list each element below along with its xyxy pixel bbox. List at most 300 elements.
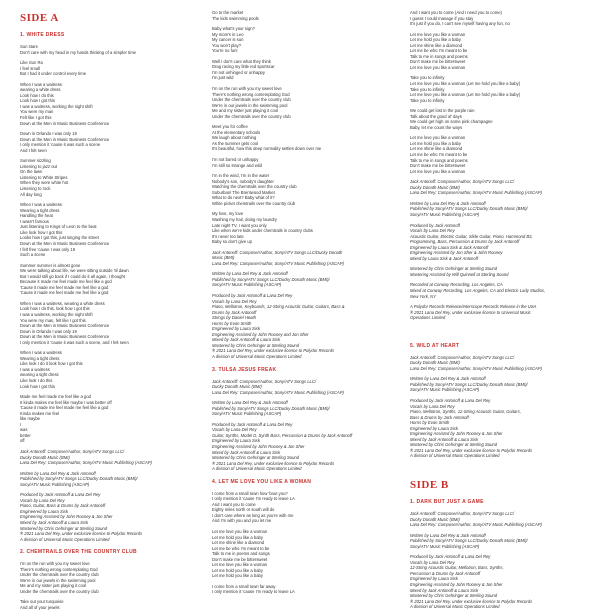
text-line: 'Cause it made me feel made me feel like a god: [20, 284, 109, 290]
text-line: Engineering Assisted by Jon Sher & John Rooney: [410, 250, 503, 256]
text-line: Mixed by Jack Antonoff & Laura Sisk: [410, 587, 479, 593]
text-line: Vocals by Lana Del Rey: [212, 298, 257, 304]
text-line: We're in our jewels in the swimming pool: [212, 102, 288, 108]
text-line: better: [20, 432, 31, 438]
text-line: Mastered by Chris Gehringer at Sterling Sound: [410, 442, 498, 448]
text-line: wearing a white dress: [20, 87, 61, 93]
text-line: Jack Antonoff: Composer/Author, Sony/ATV Songs LLC/: [212, 378, 317, 384]
text-line: Piano, Mellotron, Synths, 12-String Acoustic Guitar, Guitars,: [410, 409, 521, 415]
text-line: ® 2021 Lana Del Rey, under exclusive licence to Polydor Records: [212, 460, 335, 466]
text-line: Piano, Guitar, Bass & Drums by Jack Antonoff: [20, 503, 106, 509]
column-2: [212, 0, 392, 600]
text-line: Don't make me be bittersweet: [410, 59, 466, 65]
text-line: Engineered by Laura Sisk: [410, 425, 458, 431]
text-line: Jack Antonoff: Composer/Author, Sony/ATV Songs LLC/: [410, 511, 515, 516]
text-line: Let me love you like a woman: [410, 135, 466, 141]
text-line: Acoustic Guitar, Electric Guitar, Slide Guitar, Piano, Hammond B3,: [410, 233, 533, 239]
text-line: Let me hold you like a baby: [212, 573, 263, 579]
text-line: A division of Universal Music Operations Limited: [410, 453, 500, 459]
text-line: wearing a tight dress: [20, 372, 59, 378]
text-line: Nobody's son, nobody's daughter: [212, 178, 274, 184]
credit-group: [410, 511, 585, 528]
spacer: [410, 326, 585, 336]
text-line: 12-String Acoustic Guitar, Mellotron, Bass, Synths,: [410, 565, 504, 571]
credit-group: [410, 179, 585, 196]
side-b-heading: SIDE B: [410, 479, 449, 491]
text-line: ® 2021 Lana Del Rey, under exclusive licence to Polydor Records: [212, 348, 335, 354]
text-line: ® 2021 Lana Del Rey, under exclusive licence to Universal Music: [410, 309, 531, 315]
lyric-stanza: [20, 394, 195, 444]
text-line: Produced by Jack Antonoff & Lana Del Rey: [410, 397, 491, 403]
text-line: Engineered by Laura Sisk & Jack Antonoff: [410, 244, 489, 250]
lyric-stanza: [212, 124, 392, 152]
text-line: Let me shine like a diamond: [212, 540, 265, 546]
credit-group: [410, 266, 585, 277]
text-line: Down in Orlando I was only 19: [20, 131, 77, 137]
text-line: Mastered by Chris Gehringer at Sterling Sound: [20, 525, 108, 531]
text-line: On the lawn: [20, 169, 43, 175]
text-line: My love, my love: [212, 211, 244, 217]
text-line: Lana Del Rey: Composer/Author, Sony/ATV Music Publishing (ASCAP): [20, 460, 152, 466]
lyric-stanza: [20, 131, 195, 153]
text-line: Look how I got this: [20, 383, 55, 389]
text-line: Watching the chemtrails over the country club: [212, 184, 297, 190]
text-line: Drag racing my little red sportscar: [212, 64, 275, 70]
text-line: We could get lost in the purple rain: [410, 108, 475, 114]
text-line: Engineered by Laura Sisk: [212, 438, 260, 444]
text-line: Written by Lana Del Rey & Jack Antonoff: [212, 400, 288, 406]
text-line: I only mention it 'cause it was such a scene: [20, 142, 101, 148]
text-line: You were my man, felt like I got this: [20, 317, 86, 323]
text-line: Percussion & Drums by Jack Antonoff: [410, 570, 481, 576]
text-line: Engineered by Laura Sisk: [410, 576, 458, 582]
text-line: Don't care with my head in my hands thinking of a simpler time: [20, 49, 137, 55]
text-line: Talk to me in songs and poems: [410, 53, 468, 59]
text-line: Lana Del Rey: Composer/Author, Sony/ATV Music Publishing (ASCAP): [212, 260, 344, 266]
text-line: Down at the Men in Music Business Conference: [20, 136, 110, 142]
lyric-stanza: [212, 584, 392, 595]
credit-group: [410, 201, 585, 218]
text-line: A division of Universal Music Operations Limited: [410, 604, 500, 610]
lyric-stanza: [410, 10, 585, 27]
lyric-stanza: [212, 59, 392, 81]
credit-group: [410, 223, 585, 262]
text-line: Published by Sony/ATV Songs LLC/Ducky Donath Music (BMI)/: [20, 476, 138, 482]
credit-group: [410, 376, 585, 393]
text-line: I don't care where as long as you're with me: [212, 512, 294, 518]
text-line: Take you to infinity: [410, 97, 445, 103]
text-line: Let me love you like a woman (Let me hold you like a baby): [410, 92, 521, 98]
lyric-stanza: [410, 108, 585, 130]
text-line: Written by Lana Del Rey & Jack Antonoff: [20, 470, 96, 476]
text-line: Jack Antonoff: Composer/Author, Sony/ATV Songs LLC/Ducky Donath: [212, 249, 343, 255]
text-line: It kinda makes me feel like maybe I was better off: [20, 399, 112, 405]
credit-group: [410, 282, 585, 299]
text-line: Ducky Donath Music (BMI): [410, 516, 460, 522]
text-line: Vocals by Lana Del Rey: [212, 427, 257, 433]
text-line: Eighty miles north or south will do: [212, 507, 275, 513]
text-line: Like look I do this: [20, 377, 53, 383]
text-line: Because it made me feel made me feel like a god: [20, 279, 112, 285]
text-line: Sony/ATV Music Publishing (ASCAP): [212, 282, 282, 288]
text-line: Sony/ATV Music Publishing (ASCAP): [410, 387, 480, 393]
lyric-stanza: [212, 173, 392, 206]
text-line: Let me hold you like a baby: [212, 534, 263, 540]
lyric-stanza: [20, 202, 195, 257]
credits-block: [410, 355, 585, 459]
text-line: ® 2021 Lana Del Rey, under exclusive licence to Polydor Records: [410, 598, 533, 604]
text-line: Kinda makes me feel: [20, 410, 60, 416]
text-line: I felt free 'cause I was only 19: [20, 246, 76, 252]
text-line: Take you to infinity: [410, 75, 445, 81]
song-title: 4. LET ME LOVE YOU LIKE A WOMAN: [212, 478, 312, 485]
text-line: Me and my sister just playing it cool: [20, 583, 87, 589]
song-2-continued: [212, 10, 392, 360]
text-line: Let me love you like a woman: [212, 562, 268, 568]
credits-block: [212, 379, 392, 472]
text-line: Produced by Jack Antonoff & Lana Del Rey: [410, 554, 491, 560]
text-line: Looks how I got this, just singing the street: [20, 235, 99, 241]
credit-group: [212, 293, 392, 360]
text-line: Such a scene: [20, 252, 46, 258]
lyric-stanza: [212, 491, 392, 524]
text-line: Sun stare: [20, 44, 38, 49]
text-line: Lana Del Rey: Composer/Author, Sony/ATV Music Publishing (ASCAP): [410, 522, 542, 528]
lyric-stanza: [20, 350, 195, 389]
text-line: And I want you to come: [212, 501, 256, 507]
text-line: New York, NY: [410, 293, 436, 299]
text-line: I'm just wild: [212, 75, 234, 81]
text-line: I was a waitress: [20, 366, 50, 372]
text-line: And I want you to come (And I need you to come): [410, 10, 502, 15]
text-line: Mastered by Chris Gehringer at Sterling Sound: [212, 342, 300, 348]
text-line: Let me be who I'm meant to be: [410, 152, 468, 158]
text-line: Don't make me be bittersweet: [212, 556, 268, 562]
text-line: Let me be who I'm meant to be: [212, 545, 270, 551]
text-line: Mixed by Jack Antonoff & Laura Sisk: [20, 520, 89, 526]
spacer: [410, 0, 585, 10]
text-line: Let me be who I'm meant to be: [410, 48, 468, 54]
text-line: Look how I do this, look how I got this: [20, 306, 90, 312]
lyric-stanza: [212, 211, 392, 244]
text-line: I was a waitress, working the night shift: [20, 311, 93, 317]
lyric-stanza: [20, 82, 195, 126]
text-line: White picket chemtrails over the country club: [212, 200, 296, 206]
text-line: ® 2021 Lana Del Rey, under exclusive licence to Polydor Records: [20, 531, 143, 537]
text-line: Take you to infinity: [410, 86, 445, 92]
text-line: Mastering Assisted by Will Quinnell at Sterling Sound: [410, 271, 509, 277]
text-line: Me and my sister just playing it cool: [212, 108, 279, 114]
text-line: At the elementary schools: [212, 129, 261, 135]
text-line: Horns by Evan Smith: [410, 420, 450, 426]
text-line: ® 2021 Lana Del Rey, under exclusive licence to Polydor Records: [410, 447, 533, 453]
text-line: Let me love you like a woman: [410, 64, 466, 70]
song-title: 1. WHITE DRESS: [20, 32, 65, 38]
column-3: [410, 0, 585, 610]
text-line: Let me love you like a woman (Let me hold you like a baby): [410, 81, 521, 87]
text-line: I only mention it 'cause I'm ready to leave LA: [212, 496, 295, 502]
text-line: Let me love you like a woman: [410, 168, 466, 174]
text-line: When I was a waitress: [20, 202, 62, 208]
text-line: Operations Limited: [410, 315, 446, 321]
text-line: Baby what's your sign?: [212, 26, 255, 32]
text-line: I'm on the run with you my sweet love: [212, 86, 282, 92]
text-line: Mixed by Jack Antonoff & Laura Sisk: [212, 449, 281, 455]
text-line: When I was a waitress, wearing a white dress: [20, 300, 105, 306]
text-line: I come from a small town how 'bout you?: [212, 490, 288, 496]
credit-group: [410, 398, 585, 459]
text-line: Listening to rock: [20, 186, 51, 192]
text-line: Summer summer is almost gone: [20, 262, 81, 268]
text-line: There's nothing wrong contemplating God: [212, 91, 290, 97]
text-line: All day long: [20, 191, 42, 197]
text-line: Produced by Jack Antonoff & Lana Del Rey: [212, 292, 293, 298]
text-line: Lana Del Rey: Composer/Author, Sony/ATV Music Publishing (ASCAP): [410, 365, 542, 371]
text-line: Down at the Men in Music Business Conference: [20, 240, 110, 246]
text-line: It's just if you do, I can't see myself having any fun, no: [410, 21, 510, 27]
lyric-stanza: [212, 10, 392, 21]
text-line: Jack Antonoff: Composer/Author, Sony/ATV Songs LLC/: [20, 449, 125, 454]
text-line: Handling the heat: [20, 213, 53, 219]
text-line: Engineering Assisted by John Rooney & Jon Sher: [20, 514, 113, 520]
text-line: Recorded at Conway Recording, Los Angeles, CA: [410, 282, 503, 288]
text-line: Mixed by Laura Sisk & Jack Antonoff: [410, 255, 479, 261]
text-line: Vocals by Lana Del Rey: [20, 497, 65, 503]
text-line: And I'm with you and you let me: [212, 518, 272, 524]
side-a-heading: SIDE A: [20, 12, 59, 24]
text-line: But I had it under control every time: [20, 71, 87, 77]
lyric-stanza: [410, 135, 585, 174]
text-line: Late night TV, I want you only: [212, 222, 267, 228]
song-title: 3. TULSA JESUS FREAK: [212, 366, 277, 373]
credit-group: [410, 533, 585, 550]
text-line: Look how I got this: [20, 98, 55, 104]
text-line: Bass & Drums by Jack Antonoff: [410, 414, 469, 420]
text-line: Produced by Jack Antonoff: [410, 222, 460, 228]
text-line: Lana Del Rey: Composer/Author, Sony/ATV Music Publishing (ASCAP): [410, 190, 542, 196]
text-line: Baby, let me count the ways: [410, 124, 463, 130]
text-line: And I felt seen: [20, 147, 47, 153]
text-line: I guess I could manage if you stay: [410, 15, 474, 21]
song-title: 2. CHEMTRAILS OVER THE COUNTRY CLUB: [20, 549, 137, 556]
text-line: Engineering Assisted by John Rooney & Jon Sher: [410, 431, 503, 437]
text-line: Like look I do it look how I got this: [20, 361, 83, 367]
text-line: I was a waitress, working the night shift: [20, 103, 93, 109]
text-line: Baby so don't give up: [212, 239, 252, 245]
text-line: Summer sizzling: [20, 158, 51, 164]
text-line: Down at the Men in Music Business Conference: [20, 323, 110, 329]
text-line: I only mention it 'cause I'm ready to leave LA: [212, 589, 295, 595]
text-line: Down at the Men in Music Business Conference: [20, 120, 110, 126]
text-line: Vocals by Lana Del Rey: [410, 559, 455, 565]
credits-block: [410, 511, 585, 610]
lyric-stanza: [20, 561, 195, 594]
text-line: Sony/ATV Music Publishing (ASCAP): [212, 411, 282, 417]
credit-group: [410, 554, 585, 609]
text-line: A division of Universal Music Operations Limited: [20, 536, 110, 542]
text-line: I: [20, 421, 22, 427]
spacer: [212, 0, 392, 10]
text-line: When I was a waitress: [20, 81, 62, 87]
text-line: Engineering Assisted by John Rooney & Jon Sher: [212, 444, 305, 449]
text-line: Let me hold you like a baby: [410, 37, 461, 43]
text-line: Just listening to Kings of Leon to the beat: [20, 224, 97, 230]
text-line: We're in our jewels in the swimming pool: [20, 577, 96, 583]
text-line: I'm in the wind, I'm in the water: [212, 173, 270, 179]
text-line: Go to the market: [212, 10, 244, 15]
text-line: You were my man: [20, 109, 54, 115]
text-line: Under the chemtrails over the country club: [212, 113, 291, 119]
text-line: Don't make me be bittersweet: [410, 163, 466, 169]
text-line: Published by Sony/ATV Songs LLC/Ducky Donath Music (BMI)/: [410, 538, 528, 544]
text-line: Produced by Jack Antonoff & Lana Del Rey: [212, 421, 293, 427]
text-line: Written by Lana Del Rey & Jack Antonoff: [410, 376, 486, 382]
text-line: Suburban! The Brentwood Market: [212, 189, 275, 195]
text-line: Engineered by Laura Sisk: [212, 326, 260, 332]
text-line: I feel small: [20, 65, 41, 71]
text-line: Wearing a tight dress: [20, 207, 60, 213]
lyric-stanza: [212, 157, 392, 168]
lyric-stanza: [212, 26, 392, 54]
text-line: I come from a small town far away: [212, 583, 276, 589]
lyric-stanza: [410, 32, 585, 71]
text-line: Ducky Donath Music (BMI): [20, 454, 70, 460]
credit-group: [212, 379, 392, 396]
text-line: off: [20, 438, 25, 444]
text-line: What to do next? Baby what of it?: [212, 195, 275, 201]
lyric-stanza: [212, 86, 392, 119]
text-line: Guitar, Synths, Model D, Synth Bass, Percussion & Drums by Jack Antonoff: [212, 432, 353, 438]
text-line: Let me shine like a diamond: [410, 42, 463, 48]
text-line: I'm still so strange and wild: [212, 162, 262, 168]
lyric-stanza: [20, 599, 195, 610]
text-line: Music (BMI): [212, 255, 235, 261]
text-line: I'm not unhinged or unhappy: [212, 69, 265, 75]
text-line: Written by Lana Del Rey & Jack Antonoff: [410, 200, 486, 206]
credit-group: [212, 422, 392, 472]
text-line: Meet you for coffee: [212, 124, 248, 130]
text-line: Listening to White Stripes: [20, 174, 68, 180]
text-line: We were talking about life, we were sitting outside 'til dawn: [20, 268, 129, 274]
lyric-stanza: [20, 263, 195, 296]
text-line: When I was a waitress: [20, 350, 62, 356]
lyric-stanza: [212, 529, 392, 579]
text-line: Mastered by Chris Gehringer at Sterling Sound: [410, 593, 498, 599]
text-line: You're no fun!: [212, 48, 238, 54]
text-line: You won't play?: [212, 42, 242, 48]
credit-group: [20, 471, 195, 488]
text-line: was: [20, 427, 28, 433]
text-line: Like Sun Ra: [20, 60, 43, 66]
text-line: Down at the Men in Music Business Conference: [20, 334, 110, 340]
text-line: Piano, Mellotron, Keyboards, 12-String Acoustic Guitar, Guitars, Bass &: [212, 304, 345, 310]
text-line: Like when we're kids under chemtrails in country clubs: [212, 228, 313, 234]
credit-group: [20, 492, 195, 542]
text-line: I'm not bored or unhappy: [212, 157, 259, 163]
text-line: Written by Lana Del Rey & Jack Antonoff: [410, 532, 486, 538]
song-title: 1. DARK BUT JUST A GAME: [410, 499, 484, 505]
text-line: My mom's in Leo: [212, 31, 244, 37]
credit-group: [20, 449, 195, 466]
text-line: Felt like I got this: [20, 115, 52, 121]
text-line: My cancer is sun: [212, 37, 244, 43]
text-line: 'Cause it made me feel made me feel like a god: [20, 405, 109, 411]
text-line: I wasn't famous: [20, 218, 49, 224]
text-line: Engineered by Laura Sisk: [20, 508, 68, 514]
text-line: Talk to me in songs and poems: [410, 157, 468, 163]
text-line: Mastered by Chris Gehringer at Sterling Sound: [410, 266, 498, 272]
text-line: Sony/ATV Music Publishing (ASCAP): [20, 481, 90, 487]
text-line: Ducky Donath Music (BMI): [212, 384, 262, 390]
text-line: Well I don't care what they think: [212, 58, 271, 64]
text-line: Down in Orlando I was only 19: [20, 328, 77, 334]
text-line: Written by Lana Del Rey & Jack Antonoff: [212, 271, 288, 277]
text-line: like maybe: [20, 416, 41, 422]
text-line: Jack Antonoff: Composer/Author, Sony/ATV Songs LLC/: [410, 354, 515, 360]
text-line: Programming, Bass, Percussion & Drums by Jack Antonoff: [410, 239, 520, 245]
text-line: Engineering Assisted by John Rooney & Jon Sher: [410, 582, 503, 588]
text-line: Horns by Evan Smith: [212, 320, 252, 326]
text-line: Wearing a tight dress: [20, 355, 60, 361]
text-line: Published by Sony/ATV Songs LLC/Ducky Donath Music (BMI)/: [212, 405, 330, 411]
lyric-stanza: [20, 158, 195, 197]
text-line: There's nothing wrong contemplating God: [20, 566, 98, 572]
text-line: Published by Sony/ATV Songs LLC/Ducky Donath Music (BMI)/: [410, 381, 528, 387]
text-line: Drums by Jack Antonoff: [212, 309, 257, 315]
text-line: Made me feel made me feel like a god: [20, 394, 91, 400]
text-line: Strings by Daniel Heath: [212, 315, 256, 321]
text-line: A division of Universal Music Operations Limited: [212, 466, 302, 472]
text-line: Mixed by Jack Antonoff & Laura Sisk: [410, 436, 479, 442]
text-line: Ducky Donath Music (BMI): [410, 360, 460, 366]
text-line: We could get high on some pink champagne: [410, 119, 493, 125]
credit-group: [212, 271, 392, 288]
lyric-stanza: [20, 301, 195, 345]
text-line: Mastered by Chris Gehringer at Sterling Sound: [212, 455, 300, 461]
text-line: Lana Del Rey: Composer/Author, Sony/ATV Music Publishing (ASCAP): [212, 389, 344, 395]
text-line: Under the chemtrails over the country club: [20, 588, 99, 594]
text-line: Talk to me in poems and songs: [212, 551, 270, 557]
text-line: Mixed by Jack Antonoff & Laura Sisk: [212, 337, 281, 343]
text-line: A division of Universal Music Operations Limited: [212, 353, 302, 359]
text-line: But I would still go back if I could do it all again, I thought: [20, 273, 125, 279]
text-line: Under the chemtrails over the country club: [20, 572, 99, 578]
text-line: Published by Sony/ATV Songs LLC/Ducky Donath Music (BMI)/: [410, 206, 528, 212]
text-line: The kids swimming pools: [212, 15, 259, 21]
column-1: [20, 0, 195, 611]
text-line: Sony/ATV Music Publishing (ASCAP): [410, 211, 480, 217]
text-line: It's beautiful, how this deep normality settles down over me: [212, 146, 322, 152]
text-line: Vocals by Lana Del Rey: [410, 228, 455, 234]
credit-group: [212, 250, 392, 267]
text-line: Take out your turquoise: [20, 599, 64, 605]
text-line: Let me shine like a diamond: [410, 146, 463, 152]
text-line: Engineering Assisted by John Rooney and Jon Sher: [212, 331, 309, 337]
text-line: Washing my hair, doing my laundry: [212, 216, 278, 222]
text-line: Published by Sony/ATV Songs LLC/Ducky Donath Music (BMI)/: [212, 276, 330, 282]
text-line: It's never too late: [212, 233, 244, 239]
text-line: Vocals by Lana Del Rey: [410, 403, 455, 409]
text-line: Produced by Jack Antonoff & Lana Del Rey: [20, 492, 101, 498]
text-line: Look how I do this: [20, 92, 54, 98]
text-line: Let me hold you like a baby: [410, 140, 461, 146]
text-line: And all of your jewels: [20, 605, 60, 611]
credit-group: [410, 304, 585, 321]
text-line: Ducky Donath Music (BMI): [410, 184, 460, 190]
text-line: A Polydor Records Release/Interscope Records Release in the USA: [410, 304, 537, 310]
text-line: Like look how I got this: [20, 229, 63, 235]
text-line: Listening to jazz out: [20, 163, 58, 169]
